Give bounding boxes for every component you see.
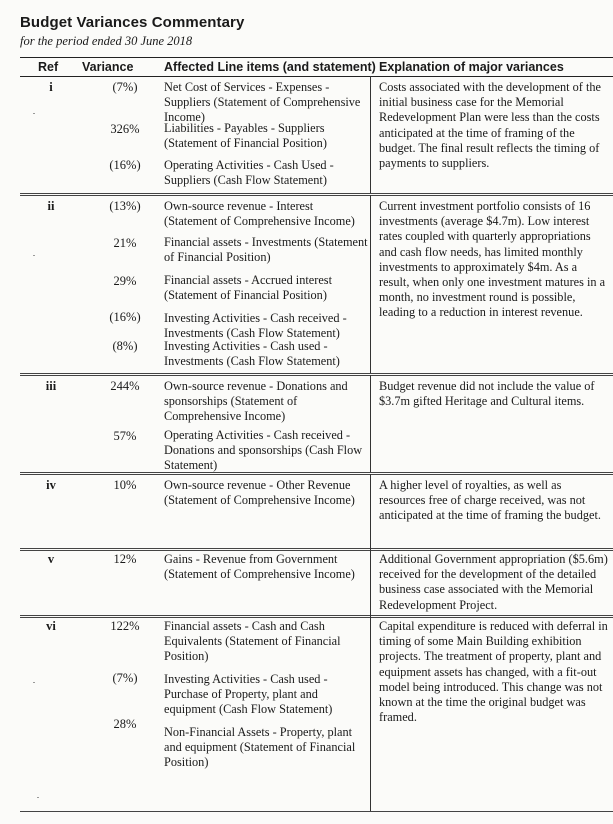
header-ref: Ref: [38, 60, 59, 74]
row-separator: [20, 474, 613, 475]
variance-cell: 57%: [113, 429, 137, 443]
row-separator: [20, 193, 613, 194]
affected-line-item: Gains - Revenue from Government (Statement of Comprehensive Income): [164, 552, 355, 581]
header-rule: [20, 76, 613, 77]
table-row: [0, 197, 613, 373]
explanation-cell: Budget revenue did not include the value of $3.7m gifted Heritage and Cultural items.: [379, 379, 595, 409]
variance-cell: 122%: [110, 619, 140, 633]
ref-cell: iii: [45, 379, 57, 393]
column-divider: [370, 548, 371, 615]
table-row: [0, 550, 613, 615]
variance-cell: 10%: [113, 478, 137, 492]
scan-speck: [33, 113, 35, 114]
variance-cell: 326%: [110, 122, 140, 136]
header-explanation: Explanation of major variances: [379, 60, 564, 74]
column-divider: [370, 474, 371, 548]
affected-line-item: Own-source revenue - Other Revenue (Statement of Comprehensive Income): [164, 478, 355, 507]
ref-cell: i: [49, 80, 53, 94]
affected-line-item: Net Cost of Services - Expenses - Suppliers (Statement of Comprehensive Income): [164, 80, 361, 124]
affected-line-item: Investing Activities - Cash used - Investments (Cash Flow Statement): [164, 339, 340, 368]
row-separator: [20, 375, 613, 376]
row-separator: [20, 548, 613, 549]
ref-cell: v: [47, 552, 55, 566]
affected-line-item: Financial assets - Accrued interest (Statement of Financial Position): [164, 273, 333, 302]
variance-cell: (7%): [112, 80, 138, 94]
affected-line-item: Liabilities - Payables - Suppliers (Statement of Financial Position): [164, 121, 327, 150]
explanation-cell: A higher level of royalties, as well as resources free of charge received, was not anticipated at the time of framing the budget.: [379, 478, 601, 523]
table-row: [0, 476, 613, 548]
page-subtitle: for the period ended 30 June 2018: [20, 34, 193, 48]
affected-line-item: Non-Financial Assets - Property, plant and equipment (Statement of Financial Position): [164, 725, 356, 769]
affected-line-item: Own-source revenue - Donations and sponsorships (Statement of Comprehensive Income): [164, 379, 348, 423]
affected-line-item: Financial assets - Investments (Statement of Financial Position): [164, 235, 368, 264]
page-title: Budget Variances Commentary: [20, 14, 245, 31]
table-row: [0, 78, 613, 193]
affected-line-item: Financial assets - Cash and Cash Equivalents (Statement of Financial Position): [164, 619, 341, 663]
scan-speck: [33, 682, 35, 683]
variance-cell: 12%: [113, 552, 137, 566]
ref-cell: iv: [46, 478, 56, 492]
explanation-cell: Capital expenditure is reduced with deferral in timing of some Main Building exhibition projects. The treatment of property, plant and equipment assets has changed, with a fit-out model being introduced. This change was not known at the time the original budget was framed.: [379, 619, 608, 725]
ref-cell: vi: [46, 619, 56, 633]
header-affected-items: Affected Line items (and statement): [164, 60, 376, 74]
scan-speck: [33, 255, 35, 256]
variance-cell: (7%): [112, 671, 138, 685]
affected-line-item: Own-source revenue - Interest (Statement of Comprehensive Income): [164, 199, 355, 228]
affected-line-item: Investing Activities - Cash used - Purchase of Property, plant and equipment (Cash Flow Statement): [164, 672, 333, 716]
explanation-cell: Costs associated with the development of the initial business case for the Memorial Redevelopment Plan were less than the costs anticipated at the time of framing of the budget. The final result reflects the timing of payments to suppliers.: [379, 80, 601, 171]
row-separator: [20, 472, 613, 473]
variance-cell: 244%: [110, 379, 140, 393]
affected-line-item: Investing Activities - Cash received - Investments (Cash Flow Statement): [164, 311, 347, 340]
header-variance: Variance: [82, 60, 134, 74]
column-divider: [370, 615, 371, 811]
affected-line-item: Operating Activities - Cash received - Donations and sponsorships (Cash Flow Statement): [164, 428, 363, 472]
column-divider: [370, 76, 371, 193]
table-top-rule: [20, 57, 613, 58]
variance-cell: (8%): [112, 339, 138, 353]
variance-cell: (13%): [109, 199, 141, 213]
scan-speck: [37, 797, 39, 798]
column-divider: [370, 375, 371, 472]
ref-cell: ii: [47, 199, 55, 213]
row-separator: [20, 195, 613, 196]
table-row: [0, 617, 613, 811]
table-row: [0, 377, 613, 472]
column-divider: [370, 195, 371, 373]
affected-line-item: Operating Activities - Cash Used - Suppliers (Cash Flow Statement): [164, 158, 334, 187]
variance-cell: 21%: [113, 236, 137, 250]
row-separator: [20, 615, 613, 616]
variance-cell: 29%: [113, 274, 137, 288]
row-separator: [20, 811, 613, 812]
explanation-cell: Current investment portfolio consists of 16 investments (average $4.7m). Low interest rates coupled with quarterly appropriations and cash flow needs, has limited monthly investments to approximately $4m. As a result, when only one investment matures in a month, no investment round is possible, leading to a reduction in interest revenue.: [379, 199, 606, 320]
variance-cell: (16%): [109, 158, 141, 172]
variance-cell: 28%: [113, 717, 137, 731]
variance-cell: (16%): [109, 310, 141, 324]
row-separator: [20, 373, 613, 374]
explanation-cell: Additional Government appropriation ($5.6m) received for the development of the detailed business case associated with the Memorial Redevelopment Project.: [379, 552, 608, 612]
